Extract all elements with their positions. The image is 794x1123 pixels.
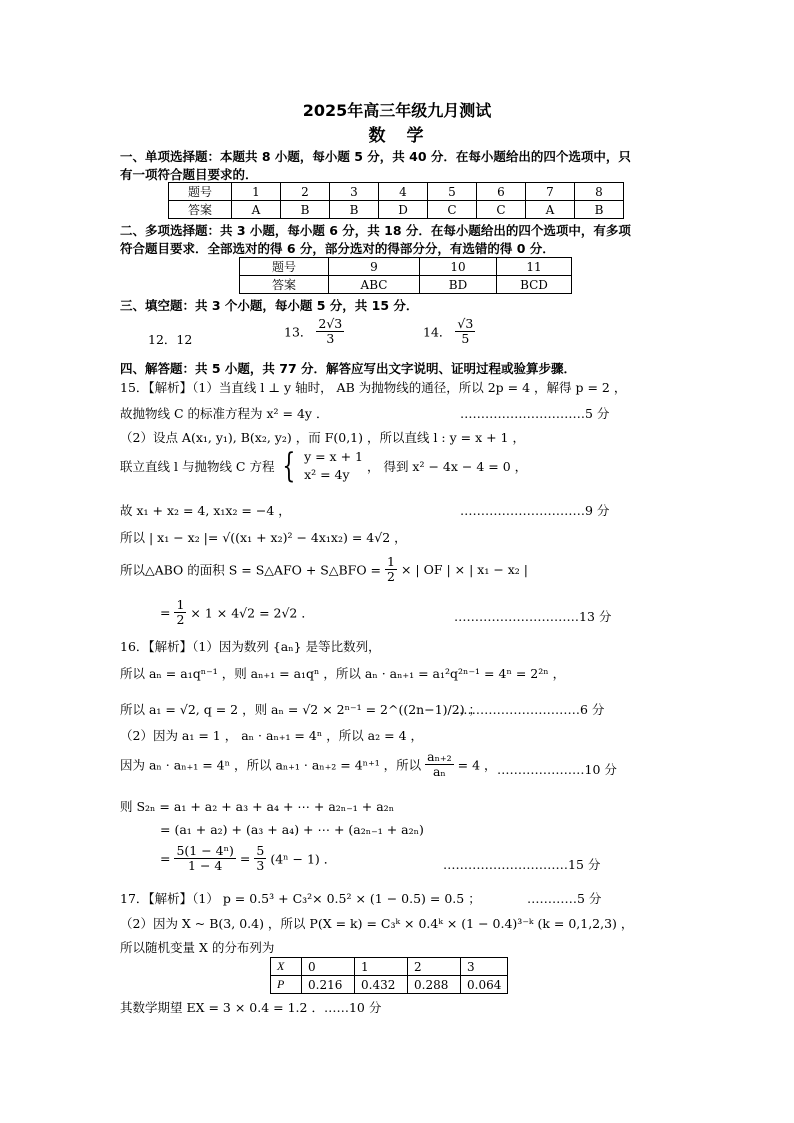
- dist-p-value: 0.064: [461, 976, 508, 994]
- distribution-table: [270, 957, 508, 994]
- answer-cell: A: [526, 201, 575, 219]
- question-number: 8: [575, 183, 624, 201]
- half-fraction: [174, 598, 186, 627]
- mc-answer-table: [168, 182, 624, 219]
- answer-14: [423, 317, 475, 346]
- answer-12: 12．12: [148, 332, 193, 347]
- p16-line3: 所以 a₁ = √2, q = 2 ，则 aₙ = √2 × 2ⁿ⁻¹ = 2^((2n−1)/2) ；: [120, 702, 482, 717]
- question-number: 11: [497, 258, 572, 276]
- answer-cell: B: [281, 201, 330, 219]
- row-label: 题号: [169, 183, 232, 201]
- answer-label: 答案: [169, 201, 232, 219]
- p15-score-9: …………………………9 分: [460, 503, 610, 518]
- answer-13: [284, 317, 344, 346]
- p17-line3: 所以随机变量 X 的分布列为: [120, 940, 275, 955]
- sum-fraction: [174, 844, 235, 873]
- answer-13-label: 13．: [284, 324, 313, 340]
- p15-line7-rest: × | OF | × | x₁ − x₂ |: [400, 561, 529, 577]
- dist-p-value: 0.288: [408, 976, 461, 994]
- fraction-denominator: 2: [176, 611, 185, 627]
- dist-x-value: 1: [355, 958, 408, 976]
- section2-heading-cont: 符合题目要求．全部选对的得 6 分，部分选对的得部分分，有选错的得 0 分．: [120, 241, 555, 256]
- table-row: [240, 276, 572, 294]
- question-number: 2: [281, 183, 330, 201]
- answer-cell: ABC: [329, 276, 420, 294]
- p16-line5-text: 因为 aₙ · aₙ₊₁ = 4ⁿ ，所以 aₙ₊₁ · aₙ₊₂ = 4ⁿ⁺¹ ，所以: [120, 757, 422, 773]
- p16-line2: 所以 aₙ = a₁qⁿ⁻¹ ，则 aₙ₊₁ = a₁qⁿ ，所以 aₙ · aₙ₊₁ = a₁²q²ⁿ⁻¹ = 4ⁿ = 2²ⁿ ，: [120, 666, 566, 681]
- question-number: 1: [232, 183, 281, 201]
- p15-line4: [120, 446, 528, 487]
- fraction-numerator: 1: [387, 554, 395, 569]
- question-number: 7: [526, 183, 575, 201]
- answer-cell: D: [379, 201, 428, 219]
- equals-sign: =: [160, 850, 171, 866]
- dist-x-value: 2: [408, 958, 461, 976]
- p15-score-5: …………………………5 分: [460, 406, 610, 421]
- p15-line4-result: ， 得到 x² − 4x − 4 = 0 ，: [366, 459, 528, 475]
- table-row: [271, 958, 508, 976]
- ratio-fraction: [425, 750, 453, 779]
- section3-heading: 三、填空题：共 3 个小题，每小题 5 分，共 15 分．: [120, 298, 419, 313]
- question-number: 4: [379, 183, 428, 201]
- fraction-denominator: 1 − 4: [188, 857, 223, 873]
- p16-line7: = (a₁ + a₂) + (a₃ + a₄) + ⋯ + (a₂ₙ₋₁ + a₂ₙ): [160, 822, 424, 837]
- system-eq2: x² = 4y: [304, 467, 350, 483]
- answer-label: 答案: [240, 276, 329, 294]
- p15-line5: 故 x₁ + x₂ = 4, x₁x₂ = −4 ，: [120, 503, 291, 518]
- p15-line7-text: 所以△ABO 的面积 S = S△AFO + S△BFO =: [120, 562, 382, 578]
- p15-line7: [120, 555, 528, 584]
- p17-line4: 其数学期望 EX = 3 × 0.4 = 1.2 ．……10 分: [120, 1000, 382, 1015]
- p16-line1: 16．【解析】（1）因为数列 {aₙ} 是等比数列，: [120, 639, 381, 654]
- answer-cell: BCD: [497, 276, 572, 294]
- answer-cell: B: [330, 201, 379, 219]
- coefficient-fraction: [254, 844, 266, 873]
- fraction-numerator: √3: [457, 316, 474, 331]
- fraction-numerator: 5: [256, 843, 265, 858]
- multi-answer-table: [239, 257, 572, 294]
- fraction-numerator: 1: [176, 597, 185, 612]
- table-row: [240, 258, 572, 276]
- answer-cell: B: [575, 201, 624, 219]
- half-fraction: [385, 555, 397, 584]
- equals-sign: =: [239, 850, 251, 866]
- subject-title: 数 学: [368, 126, 426, 146]
- table-row: [169, 183, 624, 201]
- answer-cell: A: [232, 201, 281, 219]
- dist-x-value: 3: [461, 958, 508, 976]
- dist-x-value: 0: [302, 958, 355, 976]
- dist-p-value: 0.432: [355, 976, 408, 994]
- dist-x-label: X: [271, 958, 302, 976]
- equation-system: [304, 448, 363, 484]
- p15-line1: 15．【解析】（1）当直线 l ⊥ y 轴时， AB 为抛物线的通径，所以 2p = 4 ，解得 p = 2 ，: [120, 380, 627, 395]
- fraction-denominator: aₙ: [432, 763, 446, 779]
- answer-14-label: 14．: [423, 324, 452, 340]
- p16-score-6: …………………………6 分: [455, 702, 605, 717]
- fraction-denominator: 3: [256, 857, 265, 873]
- p15-line4-text: 联立直线 l 与抛物线 C 方程: [120, 459, 275, 475]
- p16-line4: （2）因为 a₁ = 1 ， aₙ · aₙ₊₁ = 4ⁿ ，所以 a₂ = 4 ，: [120, 728, 423, 743]
- fraction-denominator: 5: [461, 330, 470, 346]
- fraction-numerator: 2√3: [318, 316, 343, 331]
- question-number: 10: [420, 258, 497, 276]
- p16-score-10: …………………10 分: [497, 762, 617, 777]
- question-number: 5: [428, 183, 477, 201]
- question-number: 9: [329, 258, 420, 276]
- table-row: [271, 976, 508, 994]
- p16-line5: [120, 750, 497, 779]
- system-eq1: y = x + 1: [304, 449, 363, 464]
- answer-13-fraction: [316, 317, 344, 346]
- fraction-numerator: aₙ₊₂: [427, 749, 452, 764]
- system-brace: {: [282, 446, 296, 487]
- equals-sign: =: [160, 604, 171, 620]
- row-label: 题号: [240, 258, 329, 276]
- answer-cell: C: [428, 201, 477, 219]
- p16-line8: [160, 844, 336, 873]
- p17-line1: 17．【解析】（1） p = 0.5³ + C₃²× 0.5² × (1 − 0.5) = 0.5 ；: [120, 891, 481, 906]
- section4-heading: 四、解答题：共 5 小题，共 77 分．解答应写出文字说明、证明过程或验算步骤．: [120, 361, 577, 376]
- question-number: 3: [330, 183, 379, 201]
- table-row: [169, 201, 624, 219]
- question-number: 6: [477, 183, 526, 201]
- section2-heading: 二、多项选择题：共 3 小题，每小题 6 分，共 18 分．在每小题给出的四个选项中，有多项: [120, 223, 631, 238]
- p15-line3: （2）设点 A(x₁, y₁), B(x₂, y₂) ，而 F(0,1) ，所以直线 l : y = x + 1 ，: [120, 430, 525, 445]
- p15-line6: 所以 | x₁ − x₂ |= √((x₁ + x₂)² − 4x₁x₂) = 4√2 ，: [120, 530, 407, 545]
- p16-score-15: …………………………15 分: [443, 857, 601, 872]
- p17-score-5: …………5 分: [527, 891, 602, 906]
- answer-cell: BD: [420, 276, 497, 294]
- p16-line6: 则 S₂ₙ = a₁ + a₂ + a₃ + a₄ + ⋯ + a₂ₙ₋₁ + a₂ₙ: [120, 799, 395, 814]
- fraction-numerator: 5(1 − 4ⁿ): [176, 843, 234, 858]
- p15-line8-rest: × 1 × 4√2 = 2√2 ．: [190, 605, 314, 621]
- fraction-denominator: 3: [326, 330, 335, 346]
- page-title: 2025年高三年级九月测试: [302, 101, 492, 120]
- answer-14-fraction: [455, 317, 475, 346]
- p16-line8-rest: (4ⁿ − 1) ．: [270, 851, 337, 867]
- p16-line5-rest: = 4 ，: [457, 757, 497, 773]
- dist-p-value: 0.216: [302, 976, 355, 994]
- answer-cell: C: [477, 201, 526, 219]
- p17-line2: （2）因为 X ~ B(3, 0.4) ，所以 P(X = k) = C₃ᵏ × 0.4ᵏ × (1 − 0.4)³⁻ᵏ (k = 0,1,2,3) ，: [120, 916, 634, 931]
- p15-score-13: …………………………13 分: [454, 609, 612, 624]
- p15-line2: 故抛物线 C 的标准方程为 x² = 4y ．: [120, 406, 329, 421]
- dist-p-label: P: [271, 976, 302, 994]
- section1-heading: 一、单项选择题：本题共 8 小题，每小题 5 分，共 40 分．在每小题给出的四个选项中，只: [120, 149, 631, 164]
- p15-line8: [160, 598, 314, 627]
- section1-heading-cont: 有一项符合题目要求的．: [120, 167, 258, 182]
- fraction-denominator: 2: [387, 568, 395, 584]
